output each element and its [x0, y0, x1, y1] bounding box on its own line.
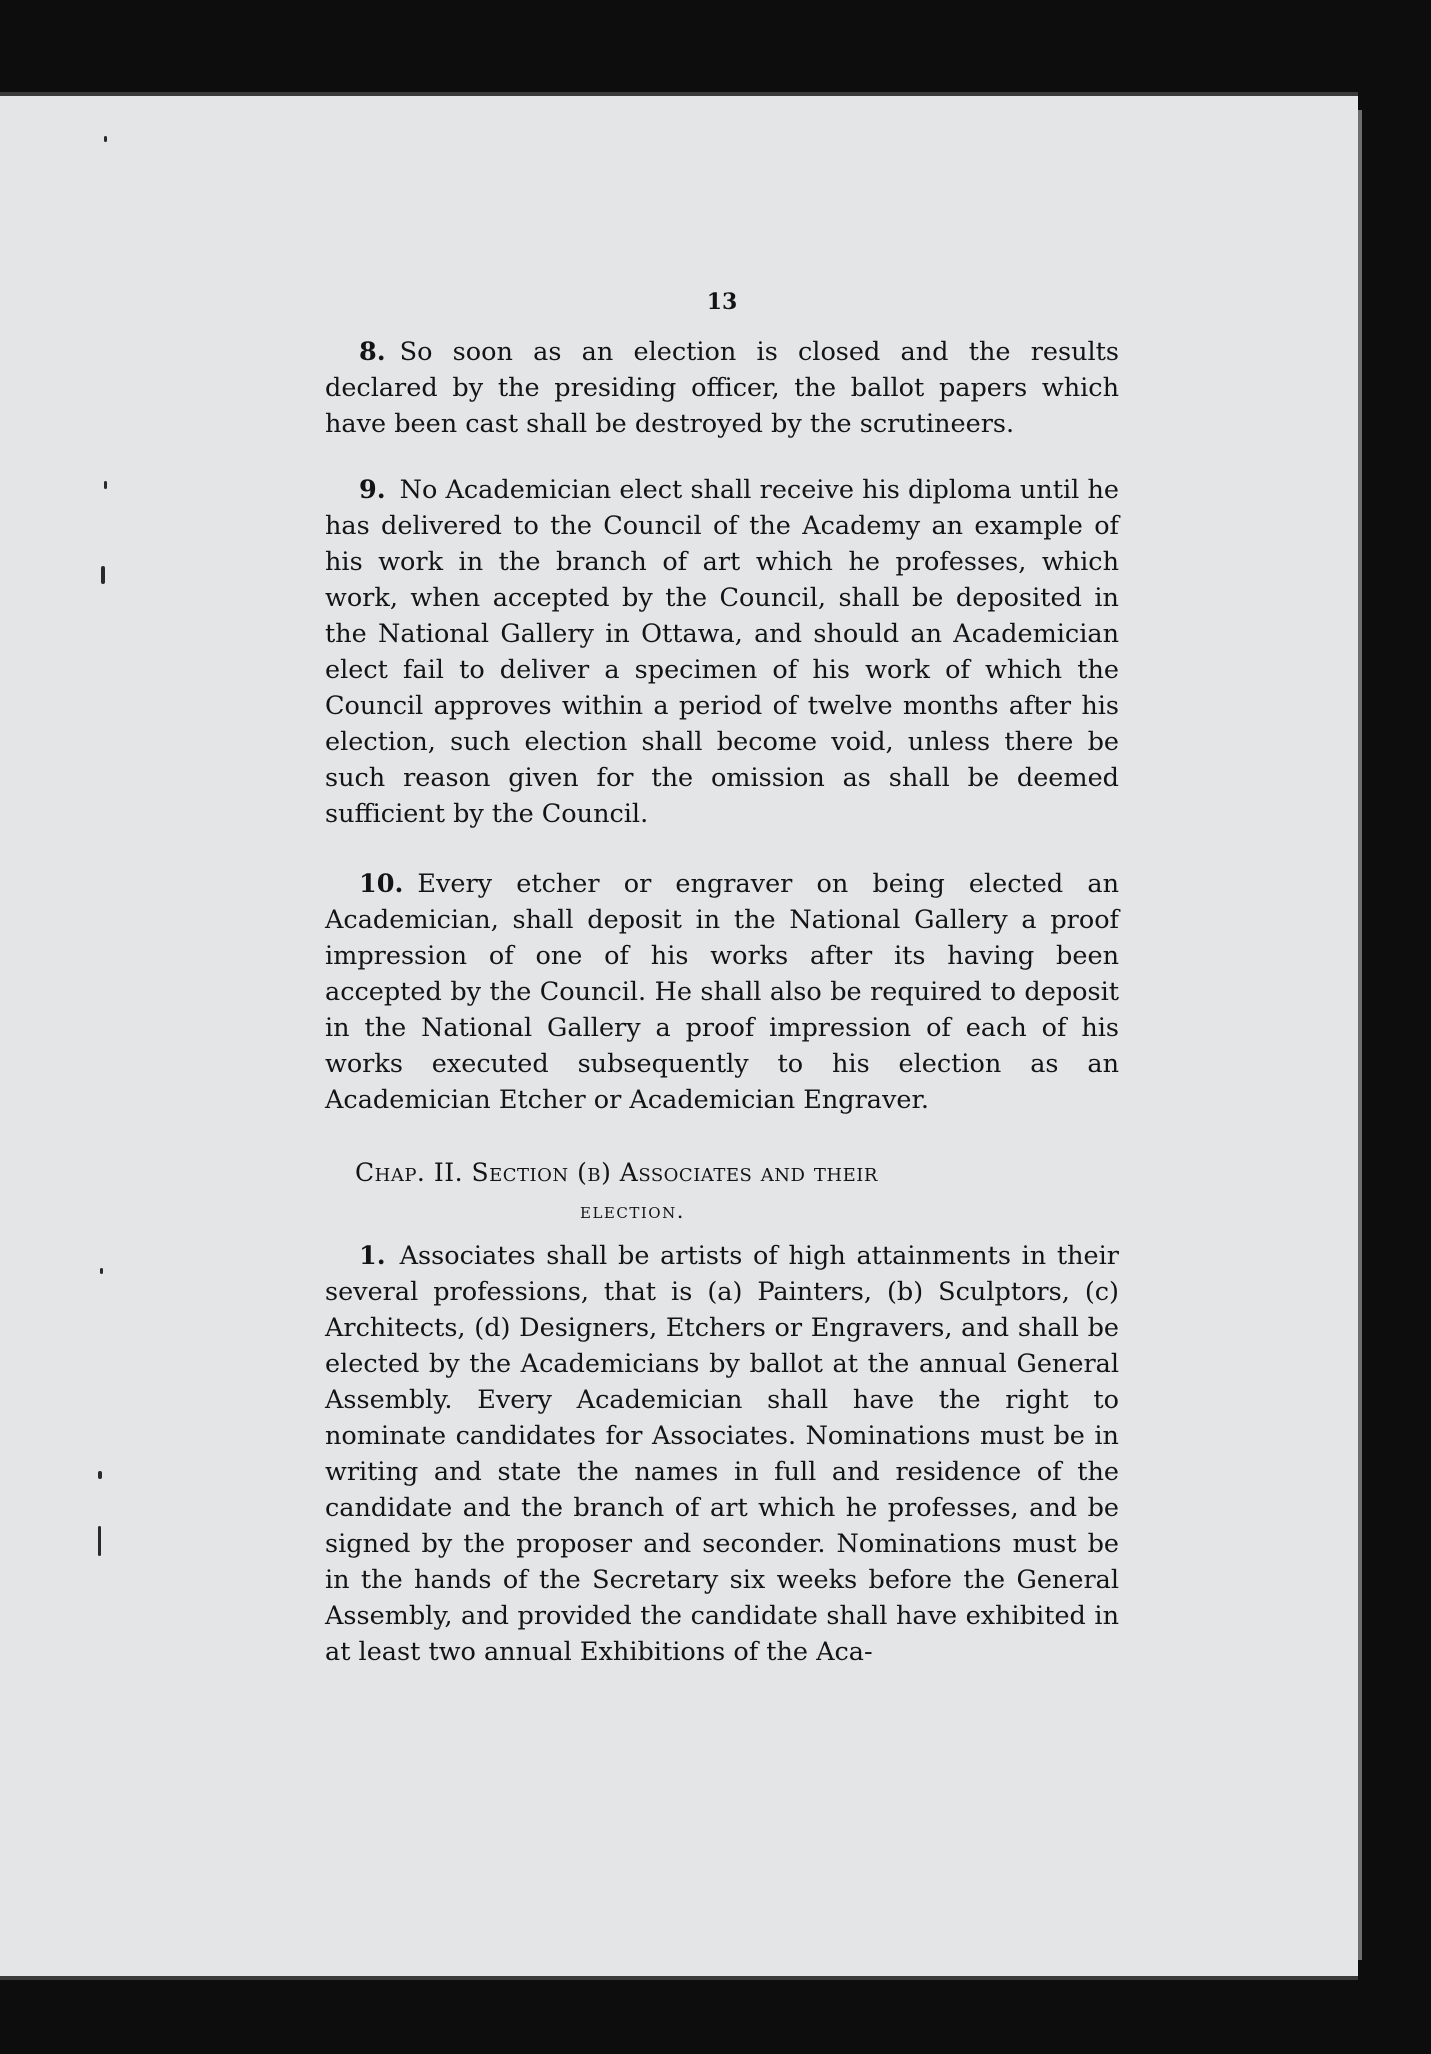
- paragraph-number: 9.: [359, 475, 386, 505]
- scan-speck: [100, 1268, 103, 1274]
- paragraph-text: No Academician elect shall receive his diploma until he has delivered to the Council of the Academy an example of his work in the branch of art which he professes, which work, when accepted by the Council, shall be deposited in the National Gallery in Ottawa, and should an Academician elect fail to deliver a specimen of his work of which the Council approves within a period of twelve months after his election, such election shall become void, unless there be such reason given for the omission as shall be deemed sufficient by the Council.: [325, 475, 1119, 829]
- section-paragraph-1: [325, 1238, 1119, 1670]
- scan-speck: [101, 566, 105, 584]
- scan-speck: [104, 136, 107, 142]
- page-edge: [1358, 110, 1362, 1960]
- chapter-heading-line-1: Chap. II. Section (b) Associates and their: [355, 1158, 878, 1187]
- scan-speck: [98, 1526, 101, 1556]
- scan-speck: [104, 481, 107, 489]
- paragraph-number: 10.: [359, 869, 404, 899]
- book-page: [0, 92, 1358, 1980]
- page-number: 13: [706, 289, 738, 315]
- paragraph-text: Every etcher or engraver on being elected an Academician, shall deposit in the National Gallery a proof impression of one of his works after its having been accepted by the Council. He shall also be required to deposit in the National Gallery a proof impression of each of his works executed subsequently to his election as an Academician Etcher or Academician Engraver.: [325, 869, 1119, 1115]
- paragraph-9: [325, 472, 1119, 832]
- paragraph-text: Associates shall be artists of high attainments in their several professions, that is (a) Painters, (b) Sculptors, (c) Architects, (d) Designers, Etchers or Engravers, and shall be elected by the Academicians by ballot at the annual General Assembly. Every Academician shall have the right to nominate candidates for Associates. Nominations must be in writing and state the names in full and residence of the candidate and the branch of art which he professes, and be signed by the proposer and seconder. Nominations must be in the hands of the Secretary six weeks before the General Assembly, and provided the candidate shall have exhibited in at least two annual Exhibitions of the Aca-: [325, 1241, 1119, 1667]
- chapter-heading-line-2: election.: [580, 1199, 685, 1223]
- paragraph-8: [325, 334, 1119, 442]
- scan-speck: [98, 1471, 102, 1479]
- paragraph-number: 8.: [359, 337, 386, 367]
- chapter-heading: [355, 1154, 1115, 1230]
- paragraph-10: [325, 866, 1119, 1118]
- paragraph-number: 1.: [359, 1241, 386, 1271]
- paragraph-text: So soon as an election is closed and the results declared by the presiding officer, the ballot papers which have been cast shall be destroyed by the scrutineers.: [325, 337, 1119, 439]
